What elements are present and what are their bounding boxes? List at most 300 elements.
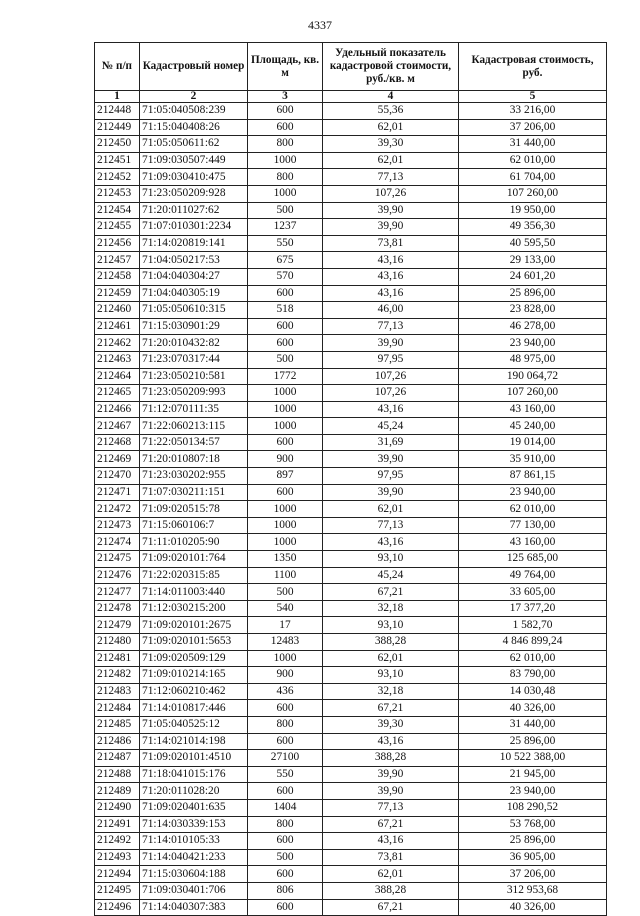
- area-cell: 675: [248, 252, 323, 269]
- unit-value-cell: 39,90: [323, 484, 459, 501]
- unit-value-cell: 39,90: [323, 202, 459, 219]
- row-number-cell: 212479: [95, 617, 140, 634]
- cadastral-number-cell: 71:09:030401:706: [140, 882, 248, 899]
- table-row: [95, 468, 607, 485]
- cadastral-value-cell: 62 010,00: [459, 650, 607, 667]
- unit-value-cell: 62,01: [323, 650, 459, 667]
- area-cell: 500: [248, 849, 323, 866]
- unit-value-cell: 43,16: [323, 534, 459, 551]
- table-row: [95, 235, 607, 252]
- cadastral-number-cell: 71:23:070317:44: [140, 351, 248, 368]
- row-number-cell: 212492: [95, 833, 140, 850]
- cadastral-value-cell: 40 326,00: [459, 700, 607, 717]
- area-cell: 900: [248, 451, 323, 468]
- cadastral-number-cell: 71:22:050134:57: [140, 434, 248, 451]
- cadastral-number-cell: 71:14:011003:440: [140, 584, 248, 601]
- unit-value-cell: 107,26: [323, 185, 459, 202]
- row-number-cell: 212477: [95, 584, 140, 601]
- area-cell: 600: [248, 434, 323, 451]
- unit-value-cell: 77,13: [323, 318, 459, 335]
- area-cell: 436: [248, 683, 323, 700]
- unit-value-cell: 43,16: [323, 252, 459, 269]
- unit-value-cell: 62,01: [323, 119, 459, 136]
- cadastral-number-cell: 71:14:021014:198: [140, 733, 248, 750]
- unit-value-cell: 388,28: [323, 750, 459, 767]
- area-cell: 1237: [248, 219, 323, 236]
- table-row: [95, 783, 607, 800]
- column-number: 4: [323, 91, 459, 103]
- table-row: [95, 501, 607, 518]
- table-row: [95, 700, 607, 717]
- column-number: 5: [459, 91, 607, 103]
- table-row: [95, 517, 607, 534]
- unit-value-cell: 97,95: [323, 351, 459, 368]
- unit-value-cell: 93,10: [323, 667, 459, 684]
- cadastral-number-cell: 71:04:050217:53: [140, 252, 248, 269]
- cadastral-value-cell: 23 828,00: [459, 302, 607, 319]
- table-row: [95, 584, 607, 601]
- row-number-cell: 212481: [95, 650, 140, 667]
- area-cell: 600: [248, 119, 323, 136]
- table-row: [95, 169, 607, 186]
- unit-value-cell: 67,21: [323, 899, 459, 916]
- area-cell: 600: [248, 733, 323, 750]
- area-cell: 550: [248, 235, 323, 252]
- area-cell: 800: [248, 136, 323, 153]
- area-cell: 1000: [248, 185, 323, 202]
- cadastral-number-cell: 71:04:040304:27: [140, 268, 248, 285]
- cadastral-number-cell: 71:12:030215:200: [140, 600, 248, 617]
- cadastral-number-cell: 71:05:040525:12: [140, 716, 248, 733]
- row-number-cell: 212489: [95, 783, 140, 800]
- area-cell: 900: [248, 667, 323, 684]
- row-number-cell: 212480: [95, 634, 140, 651]
- header-row-number: № п/п: [95, 43, 140, 91]
- cadastral-number-cell: 71:23:030202:955: [140, 468, 248, 485]
- unit-value-cell: 43,16: [323, 285, 459, 302]
- cadastral-value-cell: 19 014,00: [459, 434, 607, 451]
- unit-value-cell: 55,36: [323, 103, 459, 120]
- row-number-cell: 212473: [95, 517, 140, 534]
- unit-value-cell: 62,01: [323, 866, 459, 883]
- cadastral-value-cell: 19 950,00: [459, 202, 607, 219]
- row-number-cell: 212496: [95, 899, 140, 916]
- row-number-cell: 212454: [95, 202, 140, 219]
- unit-value-cell: 388,28: [323, 882, 459, 899]
- unit-value-cell: 77,13: [323, 799, 459, 816]
- row-number-cell: 212461: [95, 318, 140, 335]
- cadastral-value-cell: 77 130,00: [459, 517, 607, 534]
- unit-value-cell: 43,16: [323, 401, 459, 418]
- table-row: [95, 418, 607, 435]
- area-cell: 600: [248, 899, 323, 916]
- cadastral-value-cell: 33 605,00: [459, 584, 607, 601]
- row-number-cell: 212467: [95, 418, 140, 435]
- cadastral-value-cell: 125 685,00: [459, 551, 607, 568]
- row-number-cell: 212459: [95, 285, 140, 302]
- row-number-cell: 212466: [95, 401, 140, 418]
- row-number-cell: 212495: [95, 882, 140, 899]
- row-number-cell: 212476: [95, 567, 140, 584]
- unit-value-cell: 31,69: [323, 434, 459, 451]
- cadastral-value-cell: 23 940,00: [459, 335, 607, 352]
- cadastral-value-cell: 87 861,15: [459, 468, 607, 485]
- area-cell: 1350: [248, 551, 323, 568]
- table-row: [95, 136, 607, 153]
- row-number-cell: 212470: [95, 468, 140, 485]
- cadastral-number-cell: 71:23:050210:581: [140, 368, 248, 385]
- row-number-cell: 212464: [95, 368, 140, 385]
- unit-value-cell: 46,00: [323, 302, 459, 319]
- row-number-cell: 212450: [95, 136, 140, 153]
- row-number-cell: 212478: [95, 600, 140, 617]
- cadastral-value-cell: 31 440,00: [459, 716, 607, 733]
- table-header-row: [95, 43, 607, 91]
- area-cell: 600: [248, 700, 323, 717]
- row-number-cell: 212472: [95, 501, 140, 518]
- row-number-cell: 212460: [95, 302, 140, 319]
- unit-value-cell: 107,26: [323, 385, 459, 402]
- cadastral-number-cell: 71:12:070111:35: [140, 401, 248, 418]
- cadastral-value-cell: 25 896,00: [459, 833, 607, 850]
- row-number-cell: 212451: [95, 152, 140, 169]
- table-row: [95, 368, 607, 385]
- unit-value-cell: 97,95: [323, 468, 459, 485]
- table-row: [95, 617, 607, 634]
- unit-value-cell: 73,81: [323, 235, 459, 252]
- cadastral-number-cell: 71:14:020819:141: [140, 235, 248, 252]
- row-number-cell: 212491: [95, 816, 140, 833]
- area-cell: 1000: [248, 501, 323, 518]
- table-row: [95, 351, 607, 368]
- area-cell: 800: [248, 816, 323, 833]
- table-row: [95, 385, 607, 402]
- row-number-cell: 212463: [95, 351, 140, 368]
- area-cell: 518: [248, 302, 323, 319]
- cadastral-number-cell: 71:22:020315:85: [140, 567, 248, 584]
- cadastral-number-cell: 71:05:050610:315: [140, 302, 248, 319]
- cadastral-value-cell: 43 160,00: [459, 401, 607, 418]
- row-number-cell: 212455: [95, 219, 140, 236]
- row-number-cell: 212449: [95, 119, 140, 136]
- area-cell: 1404: [248, 799, 323, 816]
- unit-value-cell: 39,90: [323, 766, 459, 783]
- cadastral-number-cell: 71:15:040408:26: [140, 119, 248, 136]
- cadastral-number-cell: 71:20:010432:82: [140, 335, 248, 352]
- area-cell: 600: [248, 103, 323, 120]
- row-number-cell: 212453: [95, 185, 140, 202]
- table-row: [95, 285, 607, 302]
- page-number: 4337: [308, 18, 332, 32]
- table-row: [95, 252, 607, 269]
- area-cell: 897: [248, 468, 323, 485]
- area-cell: 1000: [248, 152, 323, 169]
- cadastral-value-cell: 53 768,00: [459, 816, 607, 833]
- cadastral-number-cell: 71:14:030339:153: [140, 816, 248, 833]
- area-cell: 500: [248, 584, 323, 601]
- table-row: [95, 185, 607, 202]
- row-number-cell: 212484: [95, 700, 140, 717]
- table-row: [95, 600, 607, 617]
- row-number-cell: 212456: [95, 235, 140, 252]
- table-row: [95, 219, 607, 236]
- cadastral-value-cell: 23 940,00: [459, 484, 607, 501]
- row-number-cell: 212486: [95, 733, 140, 750]
- cadastral-number-cell: 71:14:010817:446: [140, 700, 248, 717]
- table-row: [95, 866, 607, 883]
- table-row: [95, 335, 607, 352]
- row-number-cell: 212487: [95, 750, 140, 767]
- unit-value-cell: 107,26: [323, 368, 459, 385]
- unit-value-cell: 77,13: [323, 169, 459, 186]
- area-cell: 806: [248, 882, 323, 899]
- area-cell: 550: [248, 766, 323, 783]
- unit-value-cell: 39,90: [323, 219, 459, 236]
- table-row: [95, 882, 607, 899]
- cadastral-value-cell: 62 010,00: [459, 501, 607, 518]
- cadastral-number-cell: 71:09:020101:764: [140, 551, 248, 568]
- column-number: 2: [140, 91, 248, 103]
- cadastral-number-cell: 71:09:020509:129: [140, 650, 248, 667]
- unit-value-cell: 39,30: [323, 716, 459, 733]
- header-area: Площадь, кв. м: [248, 43, 323, 91]
- cadastral-value-cell: 49 764,00: [459, 567, 607, 584]
- column-number: 3: [248, 91, 323, 103]
- row-number-cell: 212468: [95, 434, 140, 451]
- area-cell: 540: [248, 600, 323, 617]
- table-row: [95, 302, 607, 319]
- cadastral-value-cell: 25 896,00: [459, 733, 607, 750]
- cadastral-value-cell: 29 133,00: [459, 252, 607, 269]
- column-number-row: [95, 91, 607, 103]
- row-number-cell: 212475: [95, 551, 140, 568]
- cadastral-number-cell: 71:07:030211:151: [140, 484, 248, 501]
- cadastral-value-cell: 17 377,20: [459, 600, 607, 617]
- cadastral-value-cell: 24 601,20: [459, 268, 607, 285]
- area-cell: 800: [248, 716, 323, 733]
- table-row: [95, 119, 607, 136]
- table-row: [95, 849, 607, 866]
- cadastral-number-cell: 71:20:011027:62: [140, 202, 248, 219]
- header-cadastral-number: Кадастровый номер: [140, 43, 248, 91]
- area-cell: 1772: [248, 368, 323, 385]
- unit-value-cell: 73,81: [323, 849, 459, 866]
- table-row: [95, 683, 607, 700]
- row-number-cell: 212494: [95, 866, 140, 883]
- table-row: [95, 650, 607, 667]
- table-row: [95, 816, 607, 833]
- cadastral-value-cell: 31 440,00: [459, 136, 607, 153]
- cadastral-number-cell: 71:07:010301:2234: [140, 219, 248, 236]
- table-row: [95, 899, 607, 916]
- unit-value-cell: 67,21: [323, 700, 459, 717]
- column-number: 1: [95, 91, 140, 103]
- area-cell: 570: [248, 268, 323, 285]
- row-number-cell: 212474: [95, 534, 140, 551]
- cadastral-number-cell: 71:23:050209:993: [140, 385, 248, 402]
- cadastral-value-cell: 107 260,00: [459, 185, 607, 202]
- unit-value-cell: 93,10: [323, 551, 459, 568]
- cadastral-number-cell: 71:09:020401:635: [140, 799, 248, 816]
- cadastral-number-cell: 71:12:060210:462: [140, 683, 248, 700]
- row-number-cell: 212452: [95, 169, 140, 186]
- row-number-cell: 212448: [95, 103, 140, 120]
- area-cell: 27100: [248, 750, 323, 767]
- cadastral-value-cell: 23 940,00: [459, 783, 607, 800]
- table-row: [95, 268, 607, 285]
- table-row: [95, 103, 607, 120]
- unit-value-cell: 62,01: [323, 152, 459, 169]
- cadastral-number-cell: 71:18:041015:176: [140, 766, 248, 783]
- unit-value-cell: 39,30: [323, 136, 459, 153]
- cadastral-number-cell: 71:09:030507:449: [140, 152, 248, 169]
- header-unit-value: Удельный показатель кадастровой стоимости, руб./кв. м: [323, 43, 459, 91]
- cadastral-number-cell: 71:09:030410:475: [140, 169, 248, 186]
- cadastral-value-cell: 25 896,00: [459, 285, 607, 302]
- cadastral-number-cell: 71:05:040508:239: [140, 103, 248, 120]
- cadastral-number-cell: 71:11:010205:90: [140, 534, 248, 551]
- cadastral-value-cell: 61 704,00: [459, 169, 607, 186]
- cadastral-value-cell: 14 030,48: [459, 683, 607, 700]
- row-number-cell: 212465: [95, 385, 140, 402]
- cadastral-number-cell: 71:14:040421:233: [140, 849, 248, 866]
- row-number-cell: 212493: [95, 849, 140, 866]
- cadastral-value-table: [94, 42, 607, 916]
- row-number-cell: 212483: [95, 683, 140, 700]
- unit-value-cell: 32,18: [323, 683, 459, 700]
- cadastral-number-cell: 71:09:020515:78: [140, 501, 248, 518]
- cadastral-number-cell: 71:15:060106:7: [140, 517, 248, 534]
- table-row: [95, 551, 607, 568]
- area-cell: 1000: [248, 650, 323, 667]
- area-cell: 600: [248, 335, 323, 352]
- area-cell: 600: [248, 866, 323, 883]
- table-row: [95, 318, 607, 335]
- unit-value-cell: 93,10: [323, 617, 459, 634]
- cadastral-number-cell: 71:20:010807:18: [140, 451, 248, 468]
- cadastral-value-cell: 37 206,00: [459, 119, 607, 136]
- unit-value-cell: 39,90: [323, 335, 459, 352]
- table-row: [95, 484, 607, 501]
- cadastral-value-cell: 37 206,00: [459, 866, 607, 883]
- table-row: [95, 667, 607, 684]
- table-row: [95, 202, 607, 219]
- cadastral-number-cell: 71:23:050209:928: [140, 185, 248, 202]
- area-cell: 800: [248, 169, 323, 186]
- table-row: [95, 733, 607, 750]
- table-row: [95, 152, 607, 169]
- area-cell: 500: [248, 202, 323, 219]
- row-number-cell: 212457: [95, 252, 140, 269]
- area-cell: 1100: [248, 567, 323, 584]
- cadastral-number-cell: 71:09:020101:2675: [140, 617, 248, 634]
- unit-value-cell: 67,21: [323, 816, 459, 833]
- cadastral-number-cell: 71:05:050611:62: [140, 136, 248, 153]
- table-row: [95, 766, 607, 783]
- table-row: [95, 750, 607, 767]
- cadastral-value-cell: 48 975,00: [459, 351, 607, 368]
- unit-value-cell: 45,24: [323, 418, 459, 435]
- cadastral-number-cell: 71:22:060213:115: [140, 418, 248, 435]
- area-cell: 17: [248, 617, 323, 634]
- cadastral-number-cell: 71:14:010105:33: [140, 833, 248, 850]
- table-row: [95, 567, 607, 584]
- area-cell: 1000: [248, 534, 323, 551]
- table-row: [95, 833, 607, 850]
- unit-value-cell: 39,90: [323, 451, 459, 468]
- table-row: [95, 716, 607, 733]
- cadastral-number-cell: 71:04:040305:19: [140, 285, 248, 302]
- unit-value-cell: 32,18: [323, 600, 459, 617]
- cadastral-value-cell: 45 240,00: [459, 418, 607, 435]
- area-cell: 500: [248, 351, 323, 368]
- cadastral-number-cell: 71:15:030901:29: [140, 318, 248, 335]
- cadastral-number-cell: 71:15:030604:188: [140, 866, 248, 883]
- area-cell: 600: [248, 285, 323, 302]
- cadastral-number-cell: 71:09:010214:165: [140, 667, 248, 684]
- area-cell: 1000: [248, 418, 323, 435]
- cadastral-value-cell: 1 582,70: [459, 617, 607, 634]
- row-number-cell: 212462: [95, 335, 140, 352]
- cadastral-value-cell: 62 010,00: [459, 152, 607, 169]
- area-cell: 1000: [248, 401, 323, 418]
- area-cell: 600: [248, 318, 323, 335]
- table-row: [95, 434, 607, 451]
- cadastral-value-cell: 108 290,52: [459, 799, 607, 816]
- area-cell: 12483: [248, 634, 323, 651]
- area-cell: 1000: [248, 385, 323, 402]
- cadastral-value-cell: 33 216,00: [459, 103, 607, 120]
- row-number-cell: 212482: [95, 667, 140, 684]
- table-body: [95, 103, 607, 916]
- row-number-cell: 212469: [95, 451, 140, 468]
- cadastral-value-cell: 36 905,00: [459, 849, 607, 866]
- cadastral-value-cell: 312 953,68: [459, 882, 607, 899]
- cadastral-number-cell: 71:09:020101:4510: [140, 750, 248, 767]
- table-row: [95, 634, 607, 651]
- row-number-cell: 212471: [95, 484, 140, 501]
- unit-value-cell: 43,16: [323, 733, 459, 750]
- cadastral-value-cell: 21 945,00: [459, 766, 607, 783]
- cadastral-value-cell: 49 356,30: [459, 219, 607, 236]
- unit-value-cell: 39,90: [323, 783, 459, 800]
- unit-value-cell: 62,01: [323, 501, 459, 518]
- cadastral-value-cell: 35 910,00: [459, 451, 607, 468]
- cadastral-value-cell: 46 278,00: [459, 318, 607, 335]
- cadastral-value-cell: 83 790,00: [459, 667, 607, 684]
- unit-value-cell: 43,16: [323, 833, 459, 850]
- cadastral-value-cell: 4 846 899,24: [459, 634, 607, 651]
- table-row: [95, 799, 607, 816]
- cadastral-value-cell: 40 326,00: [459, 899, 607, 916]
- area-cell: 600: [248, 783, 323, 800]
- unit-value-cell: 67,21: [323, 584, 459, 601]
- unit-value-cell: 388,28: [323, 634, 459, 651]
- cadastral-number-cell: 71:09:020101:5653: [140, 634, 248, 651]
- cadastral-value-cell: 43 160,00: [459, 534, 607, 551]
- cadastral-number-cell: 71:14:040307:383: [140, 899, 248, 916]
- table-row: [95, 534, 607, 551]
- cadastral-value-cell: 10 522 388,00: [459, 750, 607, 767]
- cadastral-number-cell: 71:20:011028:20: [140, 783, 248, 800]
- area-cell: 600: [248, 484, 323, 501]
- unit-value-cell: 43,16: [323, 268, 459, 285]
- unit-value-cell: 77,13: [323, 517, 459, 534]
- area-cell: 600: [248, 833, 323, 850]
- row-number-cell: 212458: [95, 268, 140, 285]
- row-number-cell: 212485: [95, 716, 140, 733]
- cadastral-value-cell: 40 595,50: [459, 235, 607, 252]
